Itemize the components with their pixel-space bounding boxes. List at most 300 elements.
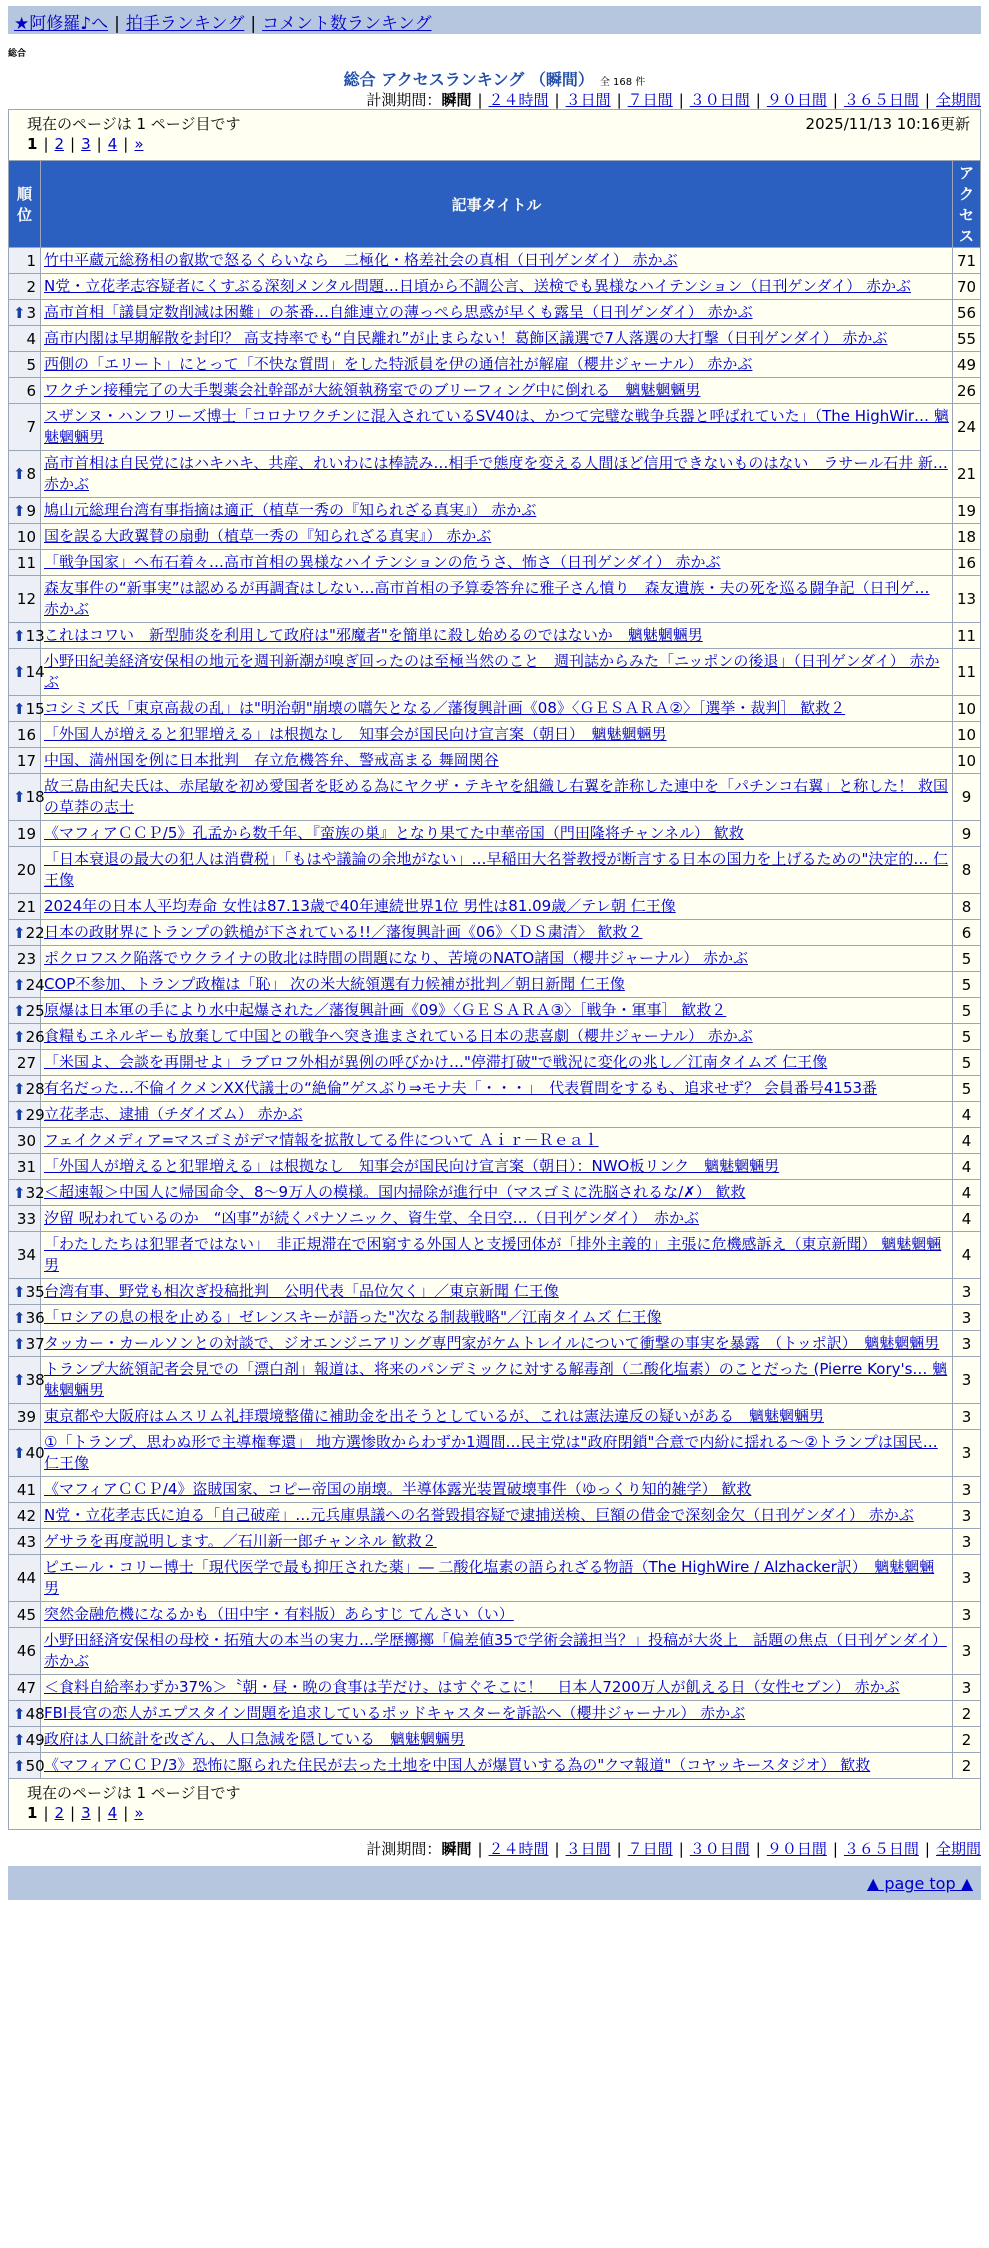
rank-cell: [9, 1503, 41, 1529]
article-link[interactable]: 「ロシアの息の根を止める」ゼレンスキーが語った"次なる制裁戦略"／江南タイムズ 仁王像: [44, 1308, 662, 1326]
access-count: 4: [952, 1102, 980, 1128]
rank-number: 41: [16, 1480, 36, 1499]
arrow-up-icon: ⬆: [13, 1444, 26, 1462]
rank-number: 3: [26, 303, 36, 322]
access-count: 2: [952, 1727, 980, 1753]
article-link[interactable]: 原爆は日本軍の手により水中起爆された／藩復興計画《09》〈ＧＥＳＡＲＡ③〉［戦争・軍事］ 歓救２: [44, 1001, 727, 1019]
page-separator: |: [123, 1804, 129, 1822]
article-link[interactable]: ピエール・コリー博士「現代医学で最も抑圧された薬」― 二酸化塩素の語られざる物語（The HighWire / Alzhacker訳） 魑魅魍魎男: [44, 1558, 935, 1597]
info-cell: [9, 110, 981, 161]
rank-number: 35: [25, 1282, 45, 1301]
ranking-table: [8, 109, 981, 1830]
title-cell: [41, 1404, 953, 1430]
rank-cell: [9, 623, 45, 649]
article-link[interactable]: 「米国よ、会談を再開せよ」ラブロフ外相が異例の呼びかけ…"停滞打破"で戦況に変化の兆し／江南タイムズ 仁王像: [44, 1053, 828, 1071]
article-link[interactable]: N党・立花孝志氏に迫る「自己破産」…元兵庫県議への名誉毀損容疑で逮捕送検、巨額の借金で深刻金欠（日刊ゲンダイ） 赤かぶ: [44, 1506, 914, 1524]
access-count: 5: [952, 1050, 980, 1076]
access-count: 3: [952, 1477, 980, 1503]
rank-cell: [9, 1154, 41, 1180]
access-count: 5: [952, 1076, 980, 1102]
access-count: 10: [952, 748, 980, 774]
rank-number: 47: [16, 1678, 36, 1697]
article-link[interactable]: ゲサラを再度説明します。／石川新一郎チャンネル 歓救２: [44, 1532, 437, 1550]
access-count: 4: [952, 1128, 980, 1154]
rank-number: 31: [16, 1157, 36, 1176]
article-link[interactable]: ＜超速報＞中国人に帰国命令、8〜9万人の模様。国内掃除が進行中（マスゴミに洗脳されるな/✗） 歓救: [44, 1183, 746, 1201]
article-link[interactable]: 中国、満州国を例に日本批判 存立危機答弁、警戒高まる 舞岡関谷: [44, 751, 499, 769]
title-cell: [41, 1503, 953, 1529]
arrow-up-icon: ⬆: [13, 1105, 26, 1124]
page-link[interactable]: 4: [107, 1804, 118, 1822]
table-row: [9, 847, 981, 894]
table-row: [9, 1331, 981, 1357]
article-link[interactable]: 東京都や大阪府はムスリム礼拝環境整備に補助金を出そうとしているが、これは憲法違反の疑いがある 魑魅魍魎男: [44, 1407, 825, 1425]
rank-number: 37: [25, 1334, 45, 1353]
title-cell: [41, 274, 953, 300]
access-count: 11: [952, 649, 980, 696]
rank-cell: [9, 326, 41, 352]
rank-cell: [9, 1102, 45, 1128]
table-header-row: [9, 161, 981, 248]
next-page-link[interactable]: »: [134, 1804, 144, 1822]
article-link[interactable]: 日本の政財界にトランプの鉄槌が下されている!!／藩復興計画《06》〈ＤＳ粛清〉 歓救２: [44, 923, 643, 941]
arrow-up-icon: ⬆: [13, 1334, 26, 1353]
access-count: 6: [952, 920, 980, 946]
title-cell: [41, 1102, 953, 1128]
access-count: 9: [952, 774, 980, 821]
title-cell: [41, 550, 953, 576]
table-row: [9, 378, 981, 404]
access-count: 2: [952, 1753, 980, 1779]
table-row: [9, 894, 981, 920]
article-link[interactable]: 高市首相「議員定数削減は困難」の茶番…自維連立の薄っぺら思惑が早くも露呈（日刊ゲンダイ） 赤かぶ: [44, 303, 753, 321]
rank-header: 順位: [9, 161, 41, 248]
title-cell: [41, 1232, 953, 1279]
rank-cell: [9, 946, 41, 972]
arrow-up-icon: ⬆: [13, 303, 26, 322]
table-row: [9, 623, 981, 649]
article-link[interactable]: ①「トランプ、思わぬ形で主導権奪還」 地方選惨敗からわずか1週間…民主党は"政府閉鎖"合意で内紛に揺れる～②トランプは国民… 仁王像: [44, 1433, 938, 1472]
title-cell: [41, 1701, 953, 1727]
rank-cell: [9, 451, 41, 498]
article-link[interactable]: 有名だった…不倫イクメンXX代議士の“絶倫”ゲスぶり⇒モナ夫「・・・」 代表質問をするも、追求せず？ 会員番号4153番: [44, 1079, 878, 1097]
period-separator: |: [477, 1840, 483, 1858]
rank-cell: [9, 1232, 41, 1279]
pagination-bottom: [27, 1804, 970, 1828]
article-link[interactable]: 「日本衰退の最大の犯人は消費税」「もはや議論の余地がない」…早稲田大名誉教授が断言する日本の国力を上げるための"決定的… 仁王像: [44, 850, 949, 889]
info-cell: [9, 1779, 981, 1830]
access-count: 10: [952, 696, 980, 722]
rank-cell: [9, 352, 41, 378]
period-separator: |: [554, 91, 560, 109]
period-link[interactable]: ３０日間: [689, 1840, 750, 1858]
title-cell: [41, 1206, 953, 1232]
title-cell: [41, 1076, 953, 1102]
table-row: [9, 404, 981, 451]
rank-number: 46: [16, 1642, 36, 1660]
title-cell: [41, 576, 953, 623]
rank-cell: [9, 1727, 45, 1753]
arrow-up-icon: ⬆: [13, 1079, 26, 1098]
access-count: 26: [952, 378, 980, 404]
access-count: 8: [952, 847, 980, 894]
rank-cell: [9, 576, 41, 623]
article-link[interactable]: 政府は人口統計を改ざん、人口急減を隠している 魑魅魍魎男: [44, 1730, 465, 1748]
arrow-up-icon: ⬆: [13, 788, 26, 806]
article-link[interactable]: 国を誤る大政翼賛の扇動（植草一秀の『知られざる真実』） 赤かぶ: [44, 527, 492, 545]
access-count: 2: [952, 1701, 980, 1727]
table-row: [9, 1024, 981, 1050]
article-link[interactable]: 突然金融危機になるかも（田中宇・有料版）あらすじ てんさい（い）: [44, 1605, 514, 1623]
arrow-up-icon: ⬆: [13, 663, 26, 681]
title-header: 記事タイトル: [41, 161, 953, 248]
title-cell: [41, 774, 953, 821]
title-cell: [41, 1357, 953, 1404]
table-row: [9, 1753, 981, 1779]
rank-number: 14: [25, 663, 45, 681]
comment-ranking-link[interactable]: コメント数ランキング: [262, 14, 432, 34]
access-count: 4: [952, 1232, 980, 1279]
article-link[interactable]: フェイクメディア=マスゴミがデマ情報を拡散してる件について Ａｉｒ－Ｒｅａｌ: [44, 1131, 599, 1149]
arrow-up-icon: ⬆: [13, 1756, 26, 1775]
rank-number: 25: [25, 1001, 45, 1020]
title-cell: [41, 972, 953, 998]
article-link[interactable]: タッカー・カールソンとの対談で、ジオエンジニアリング専門家がケムトレイルについて衝撃の事実を暴露 （トッポ訳） 魑魅魍魎男: [44, 1334, 940, 1352]
access-count: 3: [952, 1279, 980, 1305]
table-row: [9, 300, 981, 326]
rank-number: 20: [16, 861, 36, 879]
rank-cell: [9, 1529, 41, 1555]
arrow-up-icon: ⬆: [13, 699, 26, 718]
table-row: [9, 1701, 981, 1727]
breadcrumb: 総合: [8, 49, 27, 59]
table-row: [9, 1503, 981, 1529]
access-count: 70: [952, 274, 980, 300]
period-link[interactable]: ２４時間: [488, 91, 549, 109]
arrow-up-icon: ⬆: [13, 1371, 26, 1389]
page-link[interactable]: 4: [107, 135, 118, 153]
page-separator: |: [43, 1804, 49, 1822]
nav-separator: |: [114, 14, 120, 34]
table-row: [9, 1555, 981, 1602]
rank-number: 13: [25, 626, 45, 645]
article-link[interactable]: コシミズ氏「東京高裁の乱」は"明治朝"崩壊の嚆矢となる／藩復興計画《08》〈ＧＥＳＡＲＡ②〉［選挙・裁判］ 歓救２: [44, 699, 846, 717]
rank-number: 43: [16, 1532, 36, 1551]
article-link[interactable]: COP不参加、トランプ政権は「恥」 次の米大統領選有力候補が批判／朝日新聞 仁王像: [44, 975, 625, 993]
table-row: [9, 1727, 981, 1753]
rank-number: 23: [16, 949, 36, 968]
access-count: 11: [952, 623, 980, 649]
title-cell: [41, 524, 953, 550]
title-cell: [41, 451, 953, 498]
rank-number: 33: [16, 1209, 36, 1228]
rank-number: 36: [25, 1308, 45, 1327]
title-cell: [41, 248, 953, 274]
period-link[interactable]: ３日間: [565, 91, 611, 109]
access-count: 3: [952, 1602, 980, 1628]
rank-cell: [9, 1477, 41, 1503]
rank-number: 22: [25, 923, 45, 942]
title-cell: [41, 1675, 953, 1701]
title-cell: [41, 352, 953, 378]
rank-cell: [9, 894, 41, 920]
access-count: 49: [952, 352, 980, 378]
article-link[interactable]: 竹中平蔵元総務相の叡欺で怒るくらいなら 二極化・格差社会の真相（日刊ゲンダイ） 赤かぶ: [44, 251, 678, 269]
table-row: [9, 1154, 981, 1180]
rank-cell: [9, 1555, 41, 1602]
title-cell: [41, 404, 953, 451]
rank-number: 26: [25, 1027, 45, 1046]
article-link[interactable]: ワクチン接種完了の大手製薬会社幹部が大統領執務室でのブリーフィング中に倒れる 魑魅魍魎男: [44, 381, 701, 399]
access-count: 16: [952, 550, 980, 576]
period-link[interactable]: ７日間: [627, 1840, 673, 1858]
arrow-up-icon: ⬆: [13, 1183, 26, 1202]
access-count: 56: [952, 300, 980, 326]
access-count: 3: [952, 1503, 980, 1529]
rank-cell: [9, 649, 45, 696]
rank-cell: [9, 378, 41, 404]
rank-number: 1: [26, 251, 36, 270]
rank-number: 18: [25, 788, 45, 806]
access-count: 13: [952, 576, 980, 623]
title-cell: [41, 623, 953, 649]
article-link[interactable]: 台湾有事、野党も相次ぎ投稿批判 公明代表「品位欠く」／東京新聞 仁王像: [44, 1282, 559, 1300]
period-link[interactable]: ２４時間: [488, 1840, 549, 1858]
article-link[interactable]: これはコワい 新型肺炎を利用して政府は"邪魔者"を簡単に殺し始めるのではないか 魑魅魍魎男: [44, 626, 703, 644]
article-link[interactable]: 《マフィアＣＣＰ/4》盗賊国家、コピー帝国の崩壊。半導体露光装置破壊事件（ゆっくり知的雑学） 歓救: [44, 1480, 752, 1498]
period-link[interactable]: ９０日間: [766, 1840, 827, 1858]
article-link[interactable]: 食糧もエネルギーも放棄して中国との戦争へ突き進まされている日本の悲喜劇（櫻井ジャーナル） 赤かぶ: [44, 1027, 753, 1045]
rank-number: 16: [16, 725, 36, 744]
rank-number: 49: [25, 1730, 45, 1749]
title-cell: [41, 498, 953, 524]
access-count: 3: [952, 1404, 980, 1430]
article-link[interactable]: スザンヌ・ハンフリーズ博士「コロナワクチンに混入されているSV40は、かつて完璧な戦争兵器と呼ばれていた」（The HighWir… 魑魅魍魎男: [44, 407, 949, 446]
table-row: [9, 1602, 981, 1628]
article-link[interactable]: 《マフィアＣＣＰ/5》孔孟から数千年、『蛮族の巣』となり果てた中華帝国（門田隆将チャンネル） 歓救: [44, 824, 744, 842]
article-link[interactable]: FBI長官の恋人がエプスタイン問題を追求しているポッドキャスターを訴訟へ（櫻井ジャーナル） 赤かぶ: [44, 1704, 746, 1722]
page-link[interactable]: 3: [81, 135, 91, 153]
page-separator: |: [123, 135, 129, 153]
rank-cell: [9, 1675, 41, 1701]
rank-number: 21: [16, 897, 36, 916]
table-row: [9, 550, 981, 576]
page-note: 現在のページは 1 ページ目です: [27, 1783, 241, 1802]
title-cell: [41, 946, 953, 972]
rank-cell: [9, 920, 45, 946]
rank-number: 12: [16, 590, 36, 608]
article-link[interactable]: 高市内閣は早期解散を封印？ 高支持率でも“自民離れ”が止まらない！葛飾区議選で7人落選の大打撃（日刊ゲンダイ） 赤かぶ: [44, 329, 888, 347]
period-link[interactable]: 全期間: [935, 91, 981, 109]
rank-cell: [9, 1331, 45, 1357]
table-row: [9, 920, 981, 946]
next-page-link[interactable]: »: [134, 135, 144, 153]
access-count: 8: [952, 894, 980, 920]
title-cell: [41, 821, 953, 847]
access-count: 3: [952, 1331, 980, 1357]
page-link[interactable]: 2: [54, 1804, 65, 1822]
table-row: [9, 1305, 981, 1331]
rank-cell: [9, 1050, 41, 1076]
rank-cell: [9, 1357, 45, 1404]
rank-number: 17: [16, 751, 36, 770]
period-separator: |: [477, 91, 483, 109]
title-cell: [41, 326, 953, 352]
rank-number: 28: [25, 1079, 45, 1098]
article-link[interactable]: ＜食料自給率わずか37%＞〝朝・昼・晩の食事は芋だけ〟はすぐそこに！ 日本人7200万人が飢える日（女性セブン） 赤かぶ: [44, 1678, 900, 1696]
article-link[interactable]: 西側の「エリート」にとって「不快な質問」をした特派員を伊の通信社が解雇（櫻井ジャーナル） 赤かぶ: [44, 355, 753, 373]
rank-cell: [9, 847, 41, 894]
rank-cell: [9, 1701, 45, 1727]
page-separator: |: [96, 135, 102, 153]
period-separator: |: [616, 1840, 622, 1858]
title-cell: [41, 1555, 953, 1602]
period-link[interactable]: ３０日間: [689, 91, 750, 109]
access-count: 18: [952, 524, 980, 550]
period-link[interactable]: ９０日間: [766, 91, 827, 109]
title-cell: [41, 1430, 953, 1477]
rank-number: 6: [26, 381, 36, 400]
page-link[interactable]: 3: [81, 1804, 91, 1822]
access-count: 3: [952, 1555, 980, 1602]
article-link[interactable]: 「戦争国家」へ布石着々…高市首相の異様なハイテンションの危うさ、怖さ（日刊ゲンダイ） 赤かぶ: [44, 553, 721, 571]
rank-cell: [9, 1024, 45, 1050]
title-cell: [41, 722, 953, 748]
article-link[interactable]: 「わたしたちは犯罪者ではない」 非正規滞在で困窮する外国人と支援団体が「排外主義的」主張に危機感訴え（東京新聞） 魑魅魍魎男: [44, 1235, 942, 1274]
access-count: 10: [952, 722, 980, 748]
rank-cell: [9, 1279, 45, 1305]
table-row: [9, 1675, 981, 1701]
title-cell: [41, 1154, 953, 1180]
article-link[interactable]: ポクロフスク陥落でウクライナの敗北は時間の問題になり、苦境のNATO諸国（櫻井ジャーナル） 赤かぶ: [44, 949, 748, 967]
rank-number: 45: [16, 1605, 36, 1624]
period-current: 瞬間: [441, 91, 472, 109]
period-link[interactable]: ７日間: [627, 91, 673, 109]
period-separator: |: [678, 1840, 684, 1858]
page-separator: |: [43, 135, 49, 153]
table-row: [9, 1477, 981, 1503]
page-top-link[interactable]: ▲ page top ▲: [866, 1874, 973, 1893]
rank-cell: [9, 1206, 41, 1232]
rank-cell: [9, 274, 41, 300]
period-link[interactable]: ３日間: [565, 1840, 611, 1858]
arrow-up-icon: ⬆: [13, 975, 26, 994]
page-separator: |: [70, 1804, 76, 1822]
rank-cell: [9, 248, 41, 274]
rank-number: 40: [25, 1444, 45, 1462]
table-row: [9, 1430, 981, 1477]
access-header: アクセス: [952, 161, 980, 248]
article-link[interactable]: 立花孝志、逮捕（チダイズム） 赤かぶ: [44, 1105, 303, 1123]
article-link[interactable]: 故三島由紀夫氏は、赤尾敏を初め愛国者を貶める為にヤクザ・テキヤを組織し右翼を詐称した連中を「パチンコ右翼」と称した！ 救国の草莽の志士: [44, 777, 949, 816]
period-separator: |: [924, 91, 930, 109]
access-count: 3: [952, 1305, 980, 1331]
pagination-top: [27, 135, 970, 159]
title-cell: [41, 1050, 953, 1076]
access-count: 4: [952, 1180, 980, 1206]
table-row: [9, 1628, 981, 1675]
article-link[interactable]: 小野田紀美経済安保相の地元を週刊新潮が嗅ぎ回ったのは至極当然のこと 週刊誌からみた「ニッポンの後退」（日刊ゲンダイ） 赤かぶ: [44, 652, 940, 691]
article-link[interactable]: 「外国人が増えると犯罪増える」は根拠なし 知事会が国民向け宣言案（朝日）：NWO板リンク 魑魅魍魎男: [44, 1157, 780, 1175]
rank-number: 7: [26, 418, 36, 436]
rank-number: 30: [16, 1131, 36, 1150]
rank-cell: [9, 1430, 45, 1477]
rank-cell: [9, 722, 41, 748]
rank-number: 15: [25, 699, 45, 718]
period-separator: |: [678, 91, 684, 109]
access-count: 5: [952, 998, 980, 1024]
article-link[interactable]: 《マフィアＣＣＰ/3》恐怖に駆られた住民が去った土地を中国人が爆買いする為の"クマ報道"（コヤッキースタジオ） 歓救: [44, 1756, 871, 1774]
article-link[interactable]: N党・立花孝志容疑者にくすぶる深刻メンタル問題…日頃から不調公言、送検でも異様なハイテンション（日刊ゲンダイ） 赤かぶ: [44, 277, 912, 295]
applause-ranking-link[interactable]: 拍手ランキング: [125, 14, 245, 34]
article-link[interactable]: 「外国人が増えると犯罪増える」は根拠なし 知事会が国民向け宣言案（朝日） 魑魅魍魎男: [44, 725, 667, 743]
footer-bar: [8, 1866, 981, 1900]
access-count: 3: [952, 1675, 980, 1701]
period-link[interactable]: 全期間: [935, 1840, 981, 1858]
arrow-up-icon: ⬆: [13, 1001, 26, 1020]
title-cell: [41, 1279, 953, 1305]
table-row: [9, 498, 981, 524]
info-row-bottom: [9, 1779, 981, 1830]
rank-number: 10: [16, 527, 36, 546]
title-cell: [41, 1529, 953, 1555]
article-link[interactable]: 小野田経済安保相の母校・拓殖大の本当の実力…学歴擲擲「偏差値35で学術会議担当？」投稿が大炎上 話題の焦点（日刊ゲンダイ） 赤かぶ: [44, 1631, 947, 1670]
table-row: [9, 576, 981, 623]
rank-cell: [9, 1628, 41, 1675]
page-title: 総合 アクセスランキング （瞬間）: [343, 70, 594, 89]
page-separator: |: [70, 135, 76, 153]
table-row: [9, 1128, 981, 1154]
info-row-top: [9, 110, 981, 161]
article-link[interactable]: 高市首相は自民党にはハキハキ、共産、れいわには棒読み…相手で態度を変える人間ほど信用できないものはない ラサール石井 新… 赤かぶ: [44, 454, 948, 493]
arrow-up-icon: ⬆: [13, 923, 26, 942]
rank-cell: [9, 1602, 41, 1628]
title-cell: [41, 1024, 953, 1050]
article-link[interactable]: 2024年の日本人平均寿命 女性は87.13歳で40年連続世界1位 男性は81.09歳／テレ朝 仁王像: [44, 897, 676, 915]
access-count: 5: [952, 946, 980, 972]
arrow-up-icon: ⬆: [13, 1730, 26, 1749]
title-cell: [41, 1602, 953, 1628]
table-row: [9, 972, 981, 998]
table-row: [9, 774, 981, 821]
rank-number: 9: [26, 501, 36, 520]
period-separator: |: [832, 1840, 838, 1858]
home-link[interactable]: ★阿修羅♪へ: [14, 14, 109, 34]
rank-cell: [9, 998, 45, 1024]
title-cell: [41, 696, 953, 722]
table-row: [9, 326, 981, 352]
article-link[interactable]: トランプ大統領記者会見での「漂白剤」報道は、将来のパンデミックに対する解毒剤（二酸化塩素）のことだった (Pierre Kory's… 魑魅魍魎男: [44, 1360, 948, 1399]
arrow-up-icon: ⬆: [13, 1704, 26, 1723]
period-link[interactable]: ３６５日間: [843, 91, 919, 109]
access-count: 4: [952, 1206, 980, 1232]
rank-number: 19: [16, 824, 36, 843]
rank-number: 11: [16, 553, 36, 572]
article-link[interactable]: 森友事件の“新事実”は認めるが再調査はしない…高市首相の予算委答弁に雅子さん憤り 森友遺族・夫の死を巡る闘争記（日刊ゲ… 赤かぶ: [44, 579, 930, 618]
rank-cell: [9, 748, 41, 774]
article-link[interactable]: 鳩山元総理台湾有事指摘は適正（植草一秀の『知られざる真実』） 赤かぶ: [44, 501, 537, 519]
updated-time: 2025/11/13 10:16更新: [805, 114, 970, 133]
top-nav-bar: [8, 6, 981, 34]
rank-cell: [9, 524, 41, 550]
page-link[interactable]: 2: [54, 135, 65, 153]
rank-cell: [9, 1404, 41, 1430]
rank-cell: [9, 550, 41, 576]
rank-number: 44: [16, 1569, 36, 1587]
article-link[interactable]: 汐留 呪われているのか “凶事”が続くパナソニック、資生堂、全日空…（日刊ゲンダイ） 赤かぶ: [44, 1209, 699, 1227]
period-link[interactable]: ３６５日間: [843, 1840, 919, 1858]
current-page: 1: [27, 1804, 38, 1822]
